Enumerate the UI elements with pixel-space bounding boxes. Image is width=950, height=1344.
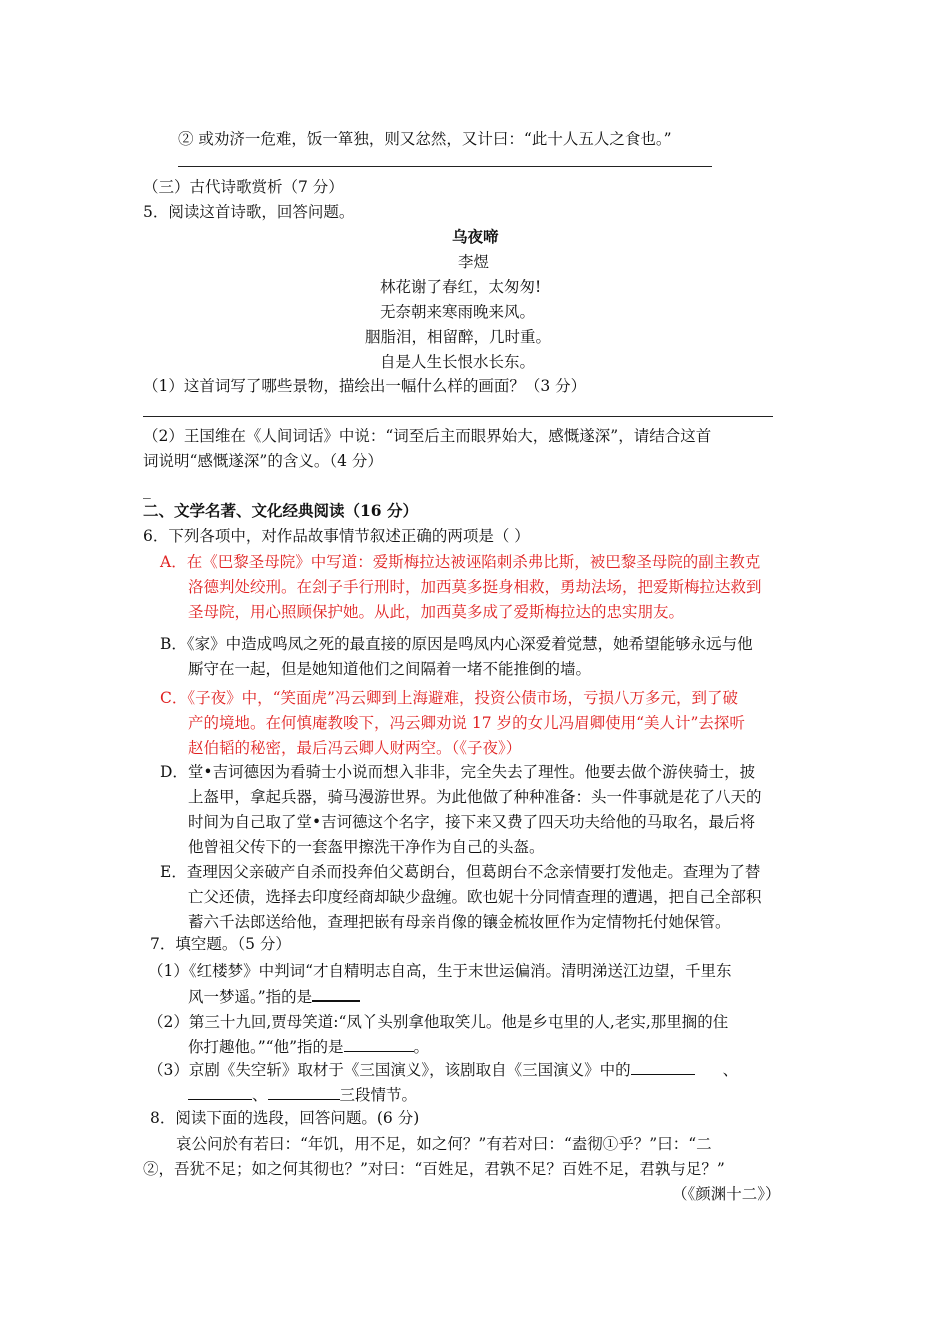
question-7-3 (148, 1058, 738, 1082)
fill-blank[interactable] (344, 1035, 414, 1052)
poem-title: 乌夜啼 (452, 227, 499, 246)
answer-line (143, 416, 773, 417)
option-e-line: 亡父还债，选择去印度经商却缺少盘缠。欧也妮十分同情查理的遭遇，把自己全部积 (188, 888, 762, 906)
section-2-heading: 二、文学名著、文化经典阅读（16 分） (143, 501, 418, 520)
poem-line: 林花谢了春红，太匆匆! (380, 278, 542, 296)
answer-dash: _ (143, 481, 151, 499)
option-e: E．查理因父亲破产自杀而投奔伯父葛朗台，但葛朗台不念亲情要打发他走。查理为了替 (160, 863, 761, 881)
poem-line: 胭脂泪，相留醉，几时重。 (365, 328, 552, 346)
question-7: 7．填空题。（5 分） (150, 935, 291, 953)
option-d-line: 时间为自己取了堂•吉诃德这个名字，接下来又费了四天功夫给他的马取名，最后将 (188, 813, 756, 831)
question-7-1: （1）《红楼梦》中判词“才自精明志自高，生于末世运偏消。清明涕送江边望，千里东 (148, 962, 732, 980)
question-7-3-end: 三段情节。 (339, 1086, 418, 1104)
question-5: 5．阅读这首诗歌，回答问题。 (143, 203, 355, 221)
question-5-1: （1）这首词写了哪些景物，描绘出一幅什么样的画面？（3 分） (143, 377, 587, 395)
question-5-2-cont: 词说明“感慨遂深”的含义。（4 分） (143, 452, 383, 470)
question-7-3-cont (188, 1083, 417, 1107)
question-7-2: （2）第三十九回,贾母笑道:“凤丫头别拿他取笑儿。他是乡屯里的人,老实,那里搁的住 (148, 1013, 729, 1031)
option-d: D．堂•吉诃德因为看骑士小说而想入非非，完全失去了理性。他要去做个游侠骑士，披 (160, 763, 756, 781)
question-6: 6．下列各项中，对作品故事情节叙述正确的两项是（ ） (143, 527, 530, 545)
option-a-line: 洛德判处绞刑。在刽子手行刑时，加西莫多挺身相救，勇劫法场，把爱斯梅拉达救到 (188, 578, 762, 596)
question-7-3-text: （3）京剧《失空斩》取材于《三国演义》，该剧取自《三国演义》中的 (148, 1061, 631, 1079)
option-e-line: 蓄六千法郎送给他，查理把嵌有母亲肖像的镶金梳妆匣作为定情物托付她保管。 (188, 913, 731, 931)
option-b: B．《家》中造成鸣凤之死的最直接的原因是鸣凤内心深爱着觉慧，她希望能够永远与他 (160, 635, 753, 653)
question-5-2: （2）王国维在《人间词话》中说：“词至后主而眼界始大，感慨遂深”，请结合这首 (143, 427, 712, 445)
question-7-2-end: 。 (413, 1038, 430, 1056)
question-7-1-cont (188, 984, 360, 1009)
passage-line: 哀公问於有若曰：“年饥，用不足，如之何？”有若对曰：“盍彻①乎？”曰：“二 (176, 1135, 712, 1153)
passage-source: （《颜渊十二》） (672, 1185, 781, 1203)
question-7-2-text: 你打趣他。”“他”指的是 (188, 1038, 344, 1056)
option-b-line: 厮守在一起，但是她知道他们之间隔着一堵不能推倒的墙。 (188, 660, 592, 678)
option-c: C．《子夜》中，“笑面虎”冯云卿到上海避难，投资公债市场，亏损八万多元，到了破 (160, 689, 738, 707)
poem-line: 无奈朝来寒雨晚来风。 (380, 303, 536, 321)
passage-line: ②，吾犹不足；如之何其彻也？”对曰：“百姓足，君孰不足？百姓不足，君孰与足？” (143, 1160, 725, 1178)
fill-blank[interactable] (268, 1083, 340, 1100)
answer-line (178, 166, 712, 167)
question-7-1-text: 风一梦遥。”指的是 (188, 988, 313, 1006)
fill-blank[interactable] (312, 984, 360, 1002)
option-c-line: 赵伯韬的秘密，最后冯云卿人财两空。（《子夜》） (188, 739, 522, 757)
question-7-2-cont (188, 1035, 429, 1059)
q4-item-2: ② 或劝济一危难，饭一箪独，则又忿然，又计曰：“此十人五人之食也。” (178, 130, 672, 148)
fill-blank[interactable] (631, 1058, 695, 1075)
poem-line: 自是人生长恨水长东。 (380, 353, 536, 371)
option-a: A．在《巴黎圣母院》中写道：爱斯梅拉达被诬陷刺杀弗比斯，被巴黎圣母院的副主教克 (160, 553, 761, 571)
separator: 、 (722, 1061, 739, 1079)
option-c-line: 产的境地。在何慎庵教唆下，冯云卿劝说 17 岁的女儿冯眉卿使用“美人计”去探听 (188, 714, 745, 732)
separator: 、 (252, 1086, 268, 1104)
option-d-line: 上盔甲，拿起兵器，骑马漫游世界。为此他做了种种准备：头一件事就是花了八天的 (188, 788, 762, 806)
question-8: 8．阅读下面的选段，回答问题。(6 分) (150, 1109, 420, 1127)
poem-author: 李煜 (458, 253, 490, 271)
option-a-line: 圣母院，用心照顾保护她。从此，加西莫多成了爱斯梅拉达的忠实朋友。 (188, 603, 685, 621)
fill-blank[interactable] (188, 1083, 252, 1100)
section-3-heading: （三）古代诗歌赏析（7 分） (143, 178, 344, 196)
option-d-line: 他曾祖父传下的一套盔甲擦洗干净作为自己的头盔。 (188, 838, 545, 856)
